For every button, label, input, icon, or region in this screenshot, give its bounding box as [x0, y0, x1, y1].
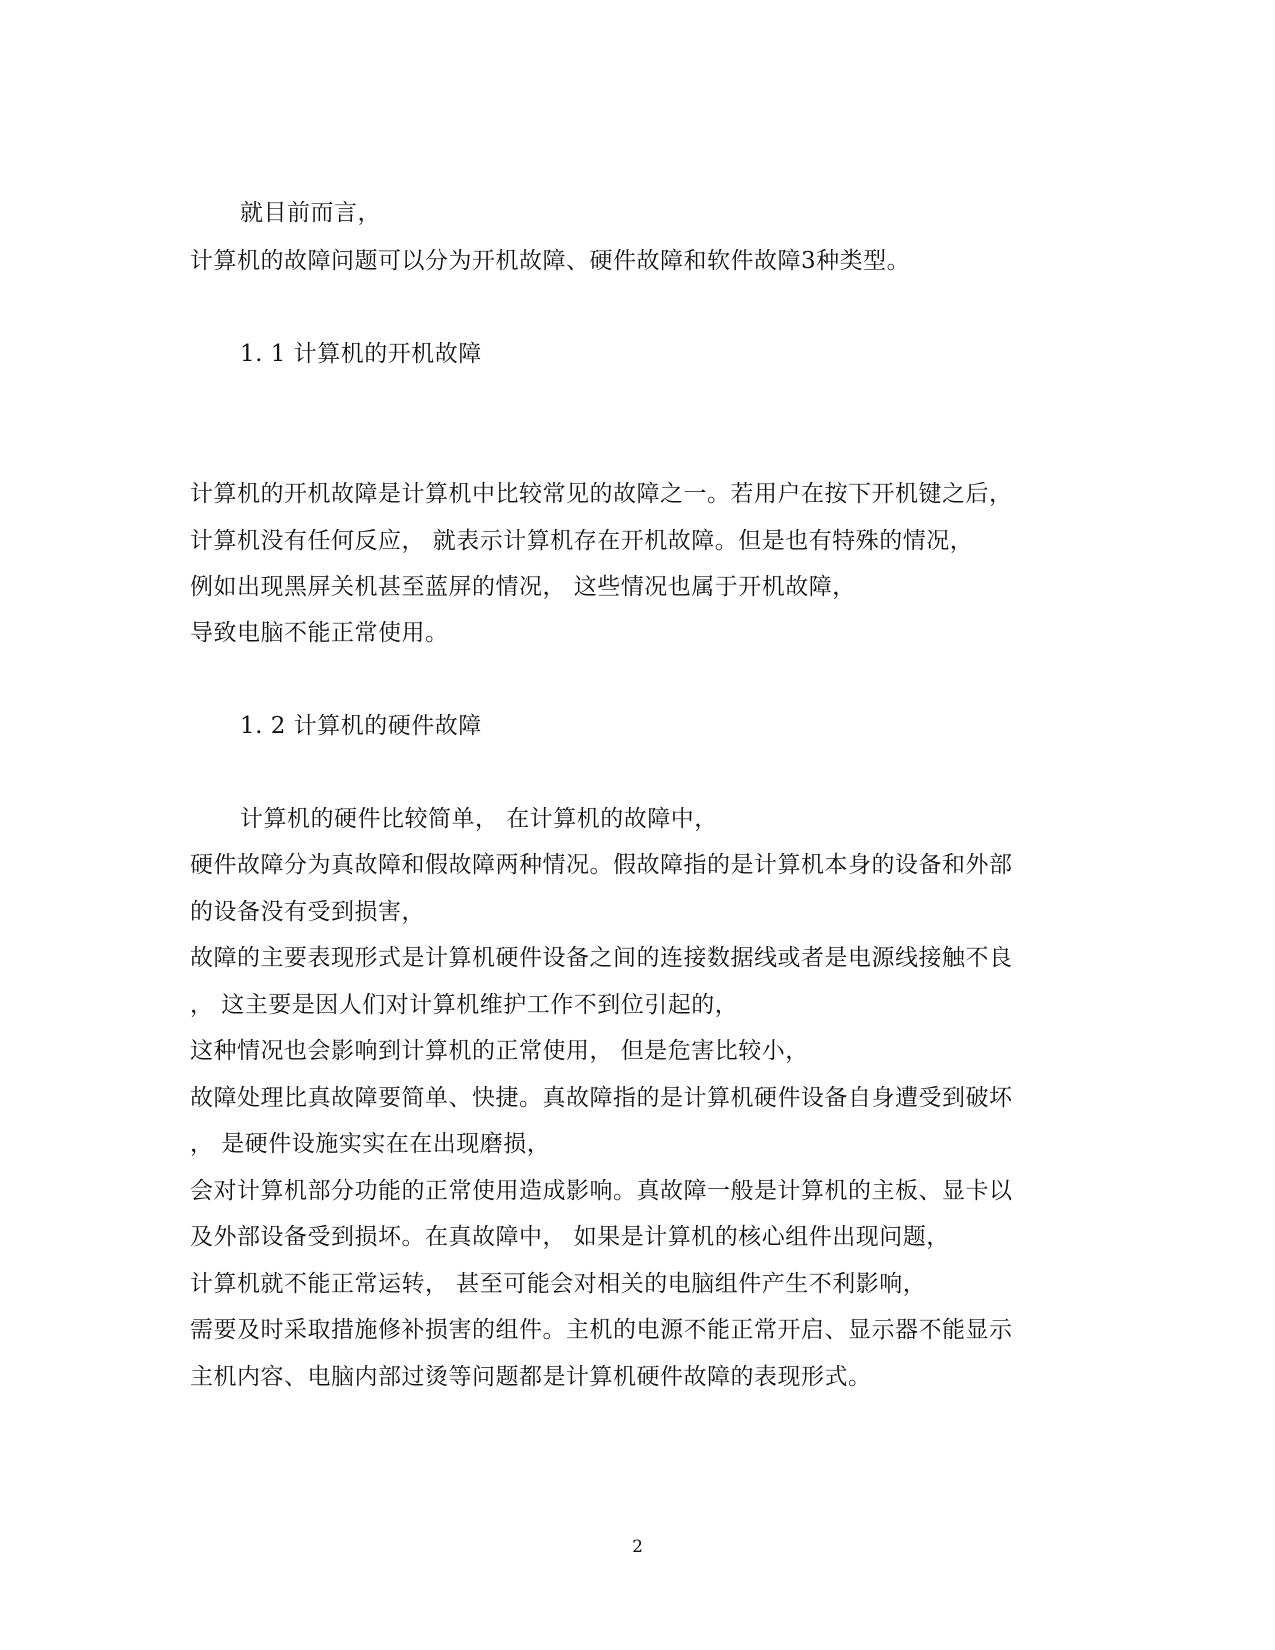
section-1-1-line-1: 计算机的开机故障是计算机中比较常见的故障之一。若用户在按下开机键之后，	[190, 481, 1013, 507]
intro-line-1: 就目前而言，	[240, 200, 381, 226]
page-number: 2	[632, 1537, 643, 1557]
section-1-1-line-4: 导致电脑不能正常使用。	[190, 620, 449, 646]
section-1-2-line-11: 计算机就不能正常运转， 甚至可能会对相关的电脑组件产生不利影响，	[190, 1271, 927, 1297]
section-1-2-line-7: 故障处理比真故障要简单、快捷。真故障指的是计算机硬件设备自身遭受到破坏	[190, 1085, 1013, 1111]
section-1-2-line-13: 主机内容、电脑内部过烫等问题都是计算机硬件故障的表现形式。	[190, 1364, 872, 1390]
section-1-2-line-2: 硬件故障分为真故障和假故障两种情况。假故障指的是计算机本身的设备和外部	[190, 852, 1013, 878]
section-1-2-line-4: 故障的主要表现形式是计算机硬件设备之间的连接数据线或者是电源线接触不良	[190, 945, 1013, 971]
section-1-2-line-9: 会对计算机部分功能的正常使用造成影响。真故障一般是计算机的主板、显卡以	[190, 1178, 1013, 1204]
section-1-2-line-10: 及外部设备受到损坏。在真故障中， 如果是计算机的核心组件出现问题，	[190, 1224, 950, 1250]
section-1-2-line-6: 这种情况也会影响到计算机的正常使用， 但是危害比较小，	[190, 1038, 809, 1064]
section-1-1-line-2: 计算机没有任何反应， 就表示计算机存在开机故障。但是也有特殊的情况，	[190, 528, 974, 554]
section-1-2-line-5: ， 这主要是因人们对计算机维护工作不到位引起的，	[190, 992, 739, 1018]
section-1-2-heading: 1. 2 计算机的硬件故障	[240, 713, 482, 739]
section-1-2-line-12: 需要及时采取措施修补损害的组件。主机的电源不能正常开启、显示器不能显示	[190, 1317, 1013, 1343]
section-1-2-line-8: ， 是硬件设施实实在在出现磨损，	[190, 1131, 551, 1157]
intro-line-2: 计算机的故障问题可以分为开机故障、硬件故障和软件故障3种类型。	[190, 248, 911, 274]
section-1-1-line-3: 例如出现黑屏关机甚至蓝屏的情况， 这些情况也属于开机故障，	[190, 574, 856, 600]
section-1-2-line-3: 的设备没有受到损害，	[190, 899, 425, 925]
section-1-1-heading: 1. 1 计算机的开机故障	[240, 341, 482, 367]
section-1-2-line-1: 计算机的硬件比较简单， 在计算机的故障中，	[240, 806, 718, 832]
